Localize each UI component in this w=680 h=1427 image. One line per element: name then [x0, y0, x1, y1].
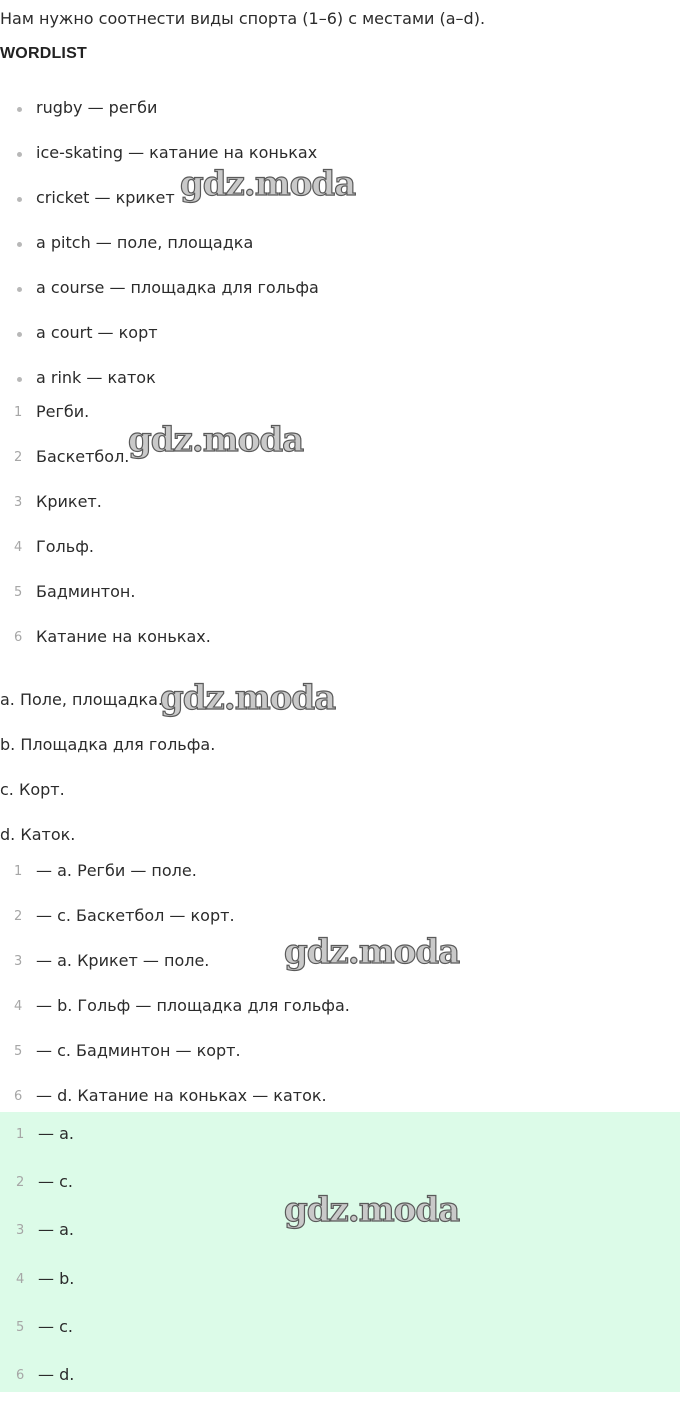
- watermark: gdz.moda: [284, 1190, 460, 1230]
- item-number: 5: [14, 1044, 23, 1059]
- match-item: [0, 1039, 680, 1084]
- wordlist-item: a pitch — поле, площадка: [0, 231, 680, 276]
- item-number: 5: [16, 1319, 25, 1335]
- item-text: Катание на коньках.: [36, 627, 211, 646]
- item-text: — a.: [38, 1220, 74, 1240]
- item-number: 4: [14, 999, 23, 1014]
- item-number: 2: [14, 450, 23, 465]
- sport-item: [0, 400, 680, 445]
- item-number: 6: [16, 1367, 25, 1383]
- sport-item: [0, 625, 680, 670]
- item-number: 1: [14, 405, 23, 420]
- item-number: 3: [14, 954, 23, 969]
- sport-item: [0, 490, 680, 535]
- wordlist-item: a court — корт: [0, 321, 680, 366]
- item-text: — d. Катание на коньках — каток.: [36, 1086, 327, 1105]
- item-text: — b. Гольф — площадка для гольфа.: [36, 996, 350, 1015]
- wordlist-item: ice-skating — катание на коньках: [0, 141, 680, 186]
- item-number: 1: [16, 1127, 25, 1142]
- match-item: [0, 859, 680, 904]
- answer-box: [0, 1112, 680, 1392]
- wordlist-item: rugby — регби: [0, 96, 680, 141]
- answers-list: [2, 1122, 680, 1411]
- item-text: Регби.: [36, 402, 90, 421]
- item-number: 3: [16, 1223, 25, 1239]
- item-text: — a. Крикет — поле.: [36, 951, 210, 970]
- wordlist: [0, 96, 680, 411]
- wordlist-item: a rink — каток: [0, 366, 680, 411]
- sport-item: [0, 580, 680, 625]
- watermark: gdz.moda: [284, 932, 460, 972]
- item-text: — d.: [38, 1364, 75, 1384]
- item-text: — c. Баскетбол — корт.: [36, 906, 235, 925]
- item-number: 4: [14, 540, 23, 555]
- item-number: 4: [16, 1271, 25, 1287]
- item-text: — a. Регби — поле.: [36, 861, 197, 880]
- item-text: Крикет.: [36, 492, 102, 511]
- item-text: — c.: [38, 1172, 73, 1192]
- item-number: 6: [14, 630, 23, 645]
- item-text: — c. Бадминтон — корт.: [36, 1041, 241, 1060]
- answer-item: [2, 1122, 680, 1170]
- item-text: — a.: [38, 1124, 74, 1143]
- item-number: 2: [16, 1175, 25, 1191]
- answer-item: [2, 1363, 680, 1411]
- watermark: gdz.moda: [180, 164, 356, 204]
- match-item: [0, 994, 680, 1039]
- item-text: Гольф.: [36, 537, 94, 556]
- item-number: 2: [14, 909, 23, 924]
- matches-list: [0, 859, 680, 1129]
- sport-item: [0, 445, 680, 490]
- sports-list: [0, 400, 680, 670]
- wordlist-item: cricket — крикет: [0, 186, 680, 231]
- sport-item: [0, 535, 680, 580]
- answer-item: [2, 1267, 680, 1315]
- item-number: 3: [14, 495, 23, 510]
- place-item: a. Поле, площадка.: [0, 690, 164, 709]
- watermark: gdz.moda: [128, 420, 304, 460]
- item-text: — c.: [38, 1316, 73, 1336]
- item-text: — b.: [38, 1268, 75, 1288]
- item-text: Баскетбол.: [36, 447, 130, 466]
- wordlist-item: a course — площадка для гольфа: [0, 276, 680, 321]
- wordlist-heading: WORDLIST: [0, 45, 87, 62]
- item-number: 6: [14, 1089, 23, 1104]
- item-text: Бадминтон.: [36, 582, 136, 601]
- place-item: d. Каток.: [0, 825, 76, 844]
- item-number: 1: [14, 864, 23, 879]
- place-item: c. Корт.: [0, 780, 65, 799]
- place-item: b. Площадка для гольфа.: [0, 735, 216, 754]
- item-number: 5: [14, 585, 23, 600]
- task-intro: Нам нужно соотнести виды спорта (1–6) с местами (a–d).: [0, 9, 486, 28]
- answer-item: [2, 1315, 680, 1363]
- watermark: gdz.moda: [160, 678, 336, 718]
